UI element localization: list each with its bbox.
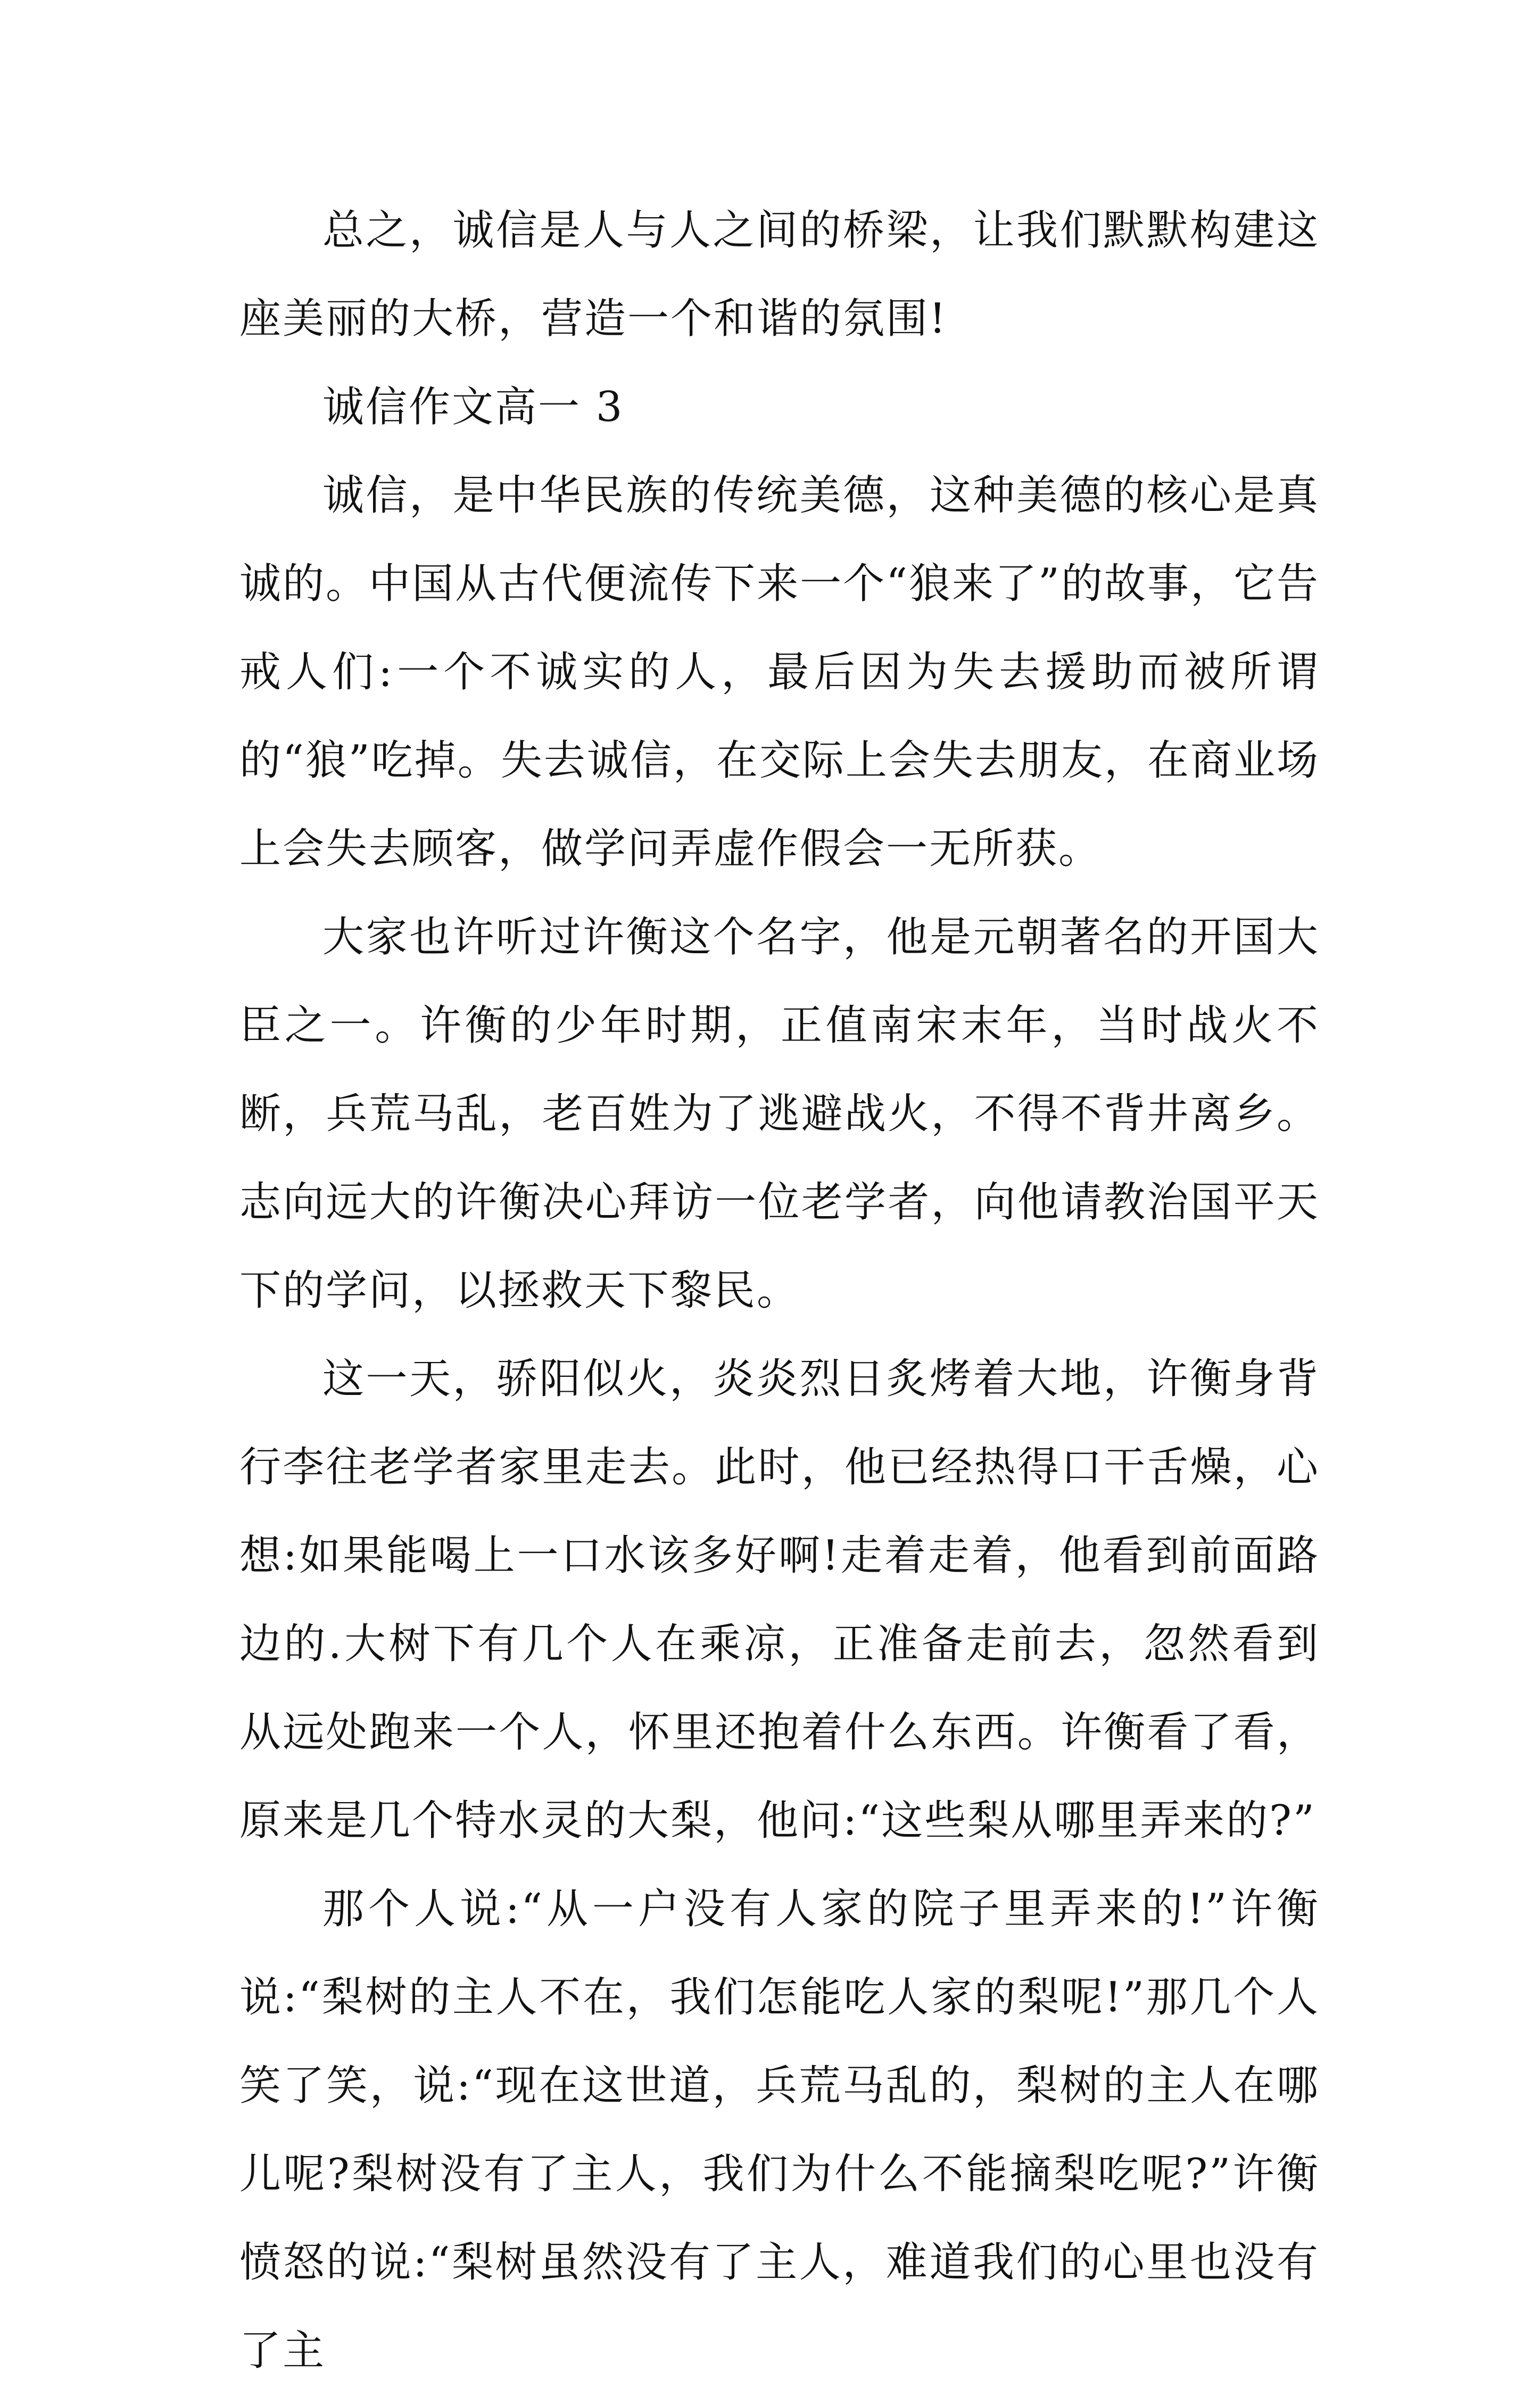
paragraph-intro: 诚信，是中华民族的传统美德，这种美德的核心是真诚的。中国从古代便流传下来一个“狼来了”的故事，它告戒人们:一个不诚实的人，最后因为失去援助而被所谓的“狼”吃掉。失去诚信，在交际上会失去朋友，在商业场上会失去顾客，做学问弄虚作假会一无所获。 bbox=[239, 472, 1320, 873]
paragraph-journey: 这一天，骄阳似火，炎炎烈日炙烤着大地，许衡身背行李往老学者家里走去。此时，他已经热得口干舌燥，心想:如果能喝上一口水该多好啊!走着走着，他看到前面路边的.大树下有几个人在乘凉，正准备走前去，忽然看到从远处跑来一个人，怀里还抱着什么东西。许衡看了看，原来是几个特水灵的大梨，他问:“这些梨从哪里弄来的?” bbox=[239, 1355, 1320, 1845]
paragraph-conclusion: 总之，诚信是人与人之间的桥梁，让我们默默构建这座美丽的大桥，营造一个和谐的氛围! bbox=[239, 207, 1320, 343]
essay-heading: 诚信作文高一 3 bbox=[322, 383, 624, 431]
paragraph-dialogue: 那个人说:“从一户没有人家的院子里弄来的!”许衡说:“梨树的主人不在，我们怎能吃人家的梨呢!”那几个人笑了笑，说:“现在这世道，兵荒马乱的，梨树的主人在哪儿呢?梨树没有了主人，我们为什么不能摘梨吃呢?”许衡愤怒的说:“梨树虽然没有了主人，难道我们的心里也没有了主 bbox=[239, 1885, 1320, 2375]
document-body bbox=[239, 186, 1320, 2395]
paragraph-xu-heng: 大家也许听过许衡这个名字，他是元朝著名的开国大臣之一。许衡的少年时期，正值南宋末年，当时战火不断，兵荒马乱，老百姓为了逃避战火，不得不背井离乡。志向远大的许衡决心拜访一位老学者，向他请教治国平天下的学问，以拯救天下黎民。 bbox=[239, 913, 1320, 1315]
